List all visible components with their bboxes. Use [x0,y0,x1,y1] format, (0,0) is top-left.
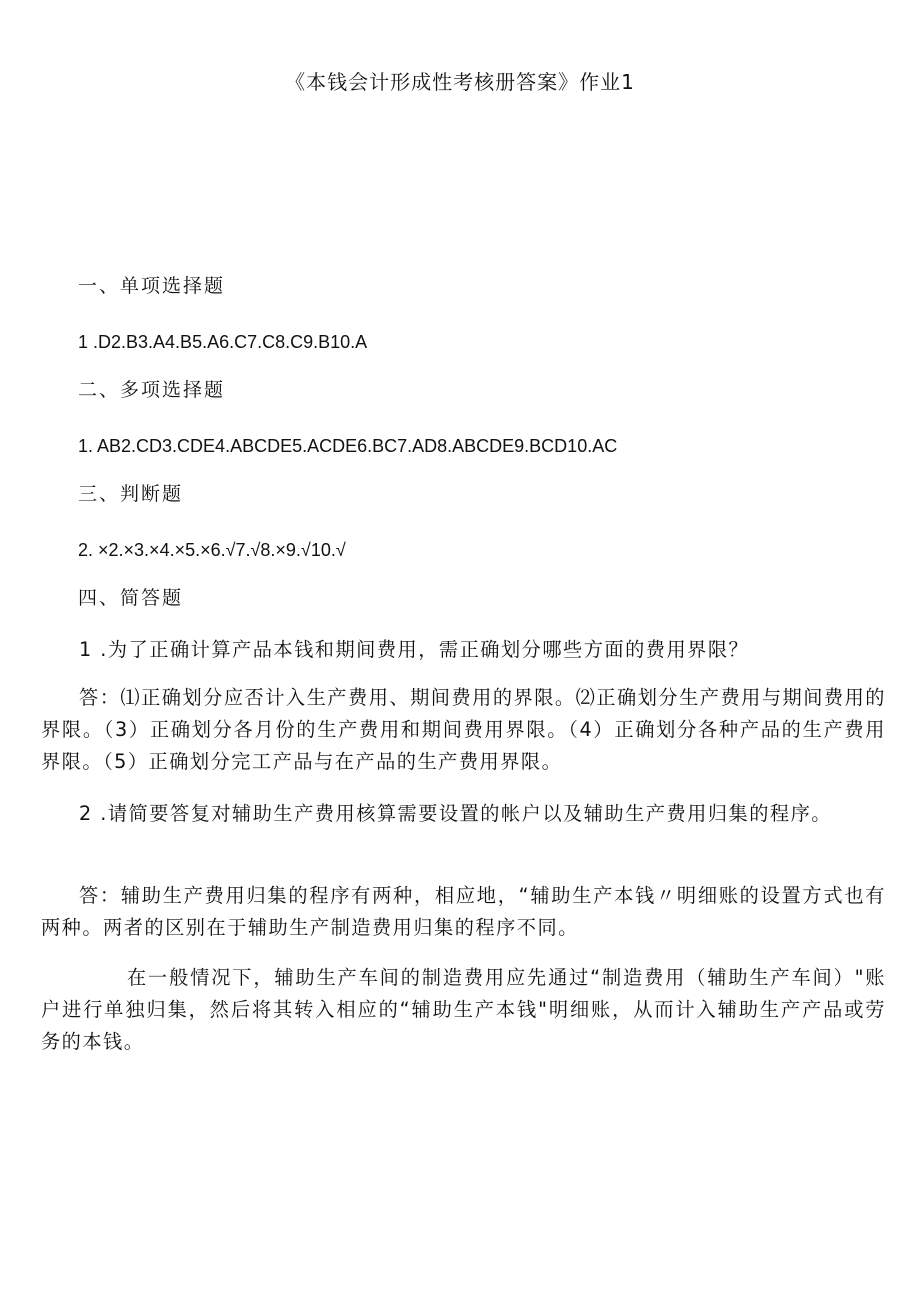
short-answer-question-1: 1 .为了正确计算产品本钱和期间费用，需正确划分哪些方面的费用界限？ [79,638,750,661]
document-title: 《本钱会计形成性考核册答案》作业1 [285,70,635,94]
section-heading-true-false: 三、判断题 [78,483,184,505]
section-heading-single-choice: 一、单项选择题 [78,275,226,297]
true-false-answers: 2. ×2.×3.×4.×5.×6.√7.√8.×9.√10.√ [78,540,346,560]
section-heading-multiple-choice: 二、多项选择题 [78,379,226,401]
short-answer-question-2: 2 .请简要答复对辅助生产费用核算需要设置的帐户以及辅助生产费用归集的程序。 [79,802,832,825]
short-answer-answer-1: 答：⑴正确划分应否计入生产费用、期间费用的界限。⑵正确划分生产费用与期间费用的界限。（3）正确划分各月份的生产费用和期间费用界限。（4）正确划分各种产品的生产费用界限。（5）正确划分完工产品与在产品的生产费用界限。 [41,686,886,773]
multiple-choice-answers: 1. AB2.CD3.CDE4.ABCDE5.ACDE6.BC7.AD8.ABCDE9.BCD10.AC [78,436,618,456]
single-choice-answers: 1 .D2.B3.A4.B5.A6.C7.C8.C9.B10.A [78,332,368,352]
section-heading-short-answer: 四、简答题 [78,587,184,609]
short-answer-answer-2-paragraph-1: 答：辅助生产费用归集的程序有两种，相应地，“辅助生产本钱〃明细账的设置方式也有两种。两者的区别在于辅助生产制造费用归集的程序不同。 [41,884,886,939]
short-answer-answer-2-paragraph-2: 在一般情况下，辅助生产车间的制造费用应先通过“制造费用（辅助生产车间）"账户进行单独归集，然后将其转入相应的“辅助生产本钱"明细账，从而计入辅助生产产品或劳务的本钱。 [41,966,886,1053]
